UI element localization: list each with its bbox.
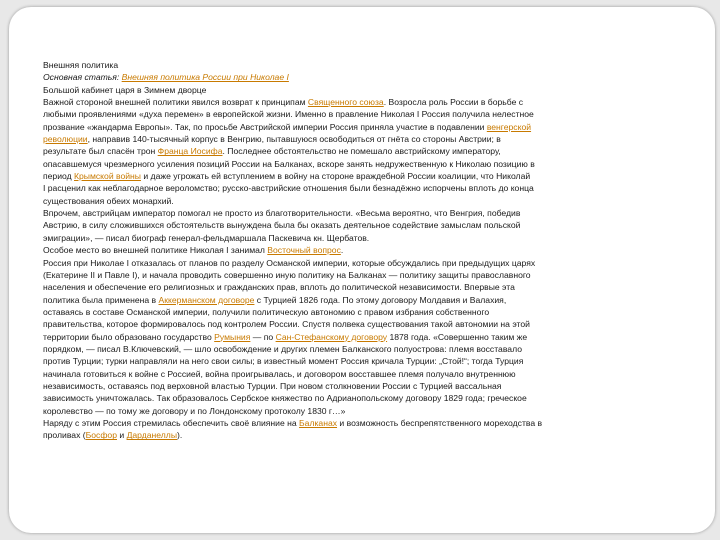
para3-text: Особое место во внешней политике Николая I занимал bbox=[43, 245, 268, 256]
link-eastern-question[interactable]: Восточный вопрос bbox=[267, 245, 341, 256]
para1-text: . Последнее обстоятельство не помешало австрийскому императору, bbox=[222, 146, 501, 157]
para1-text: , направив 140-тысячный корпус в Венгрию, пытавшуюся освободиться от гнёта со стороны Австрии; в bbox=[87, 134, 501, 145]
para1-text: . Возросла роль России в борьбе с bbox=[383, 97, 524, 108]
para4-text: политика была применена в bbox=[43, 294, 159, 305]
para4-line: королевство — по тому же договору и по Лондонскому протоколу 1830 г…» bbox=[43, 405, 346, 416]
article-text bbox=[43, 59, 693, 442]
para1-text: результате был спасён трон bbox=[43, 146, 158, 157]
para4-text: территории было образовано государство bbox=[43, 331, 215, 342]
para4-line: правительства, которое формировалось под контролем России. Спустя полвека существования такой автономии на этой bbox=[43, 319, 530, 330]
para4-line bbox=[43, 294, 693, 306]
para1-text: Важной стороной внешней политики явился возврат к принципам bbox=[43, 97, 308, 108]
para4-line: порядком, — писал В.Ключевский, — шло освобождение и других племен Балканского полуострова: племя восставало bbox=[43, 343, 522, 354]
link-bosphorus[interactable]: Босфор bbox=[85, 430, 117, 441]
para4-line: против Турции; турки направляли на него свои силы; в известный момент Россия кричала Турции: „Стой!“; тогда Турция bbox=[43, 356, 524, 367]
para2-line: эмиграции», — писал биограф генерал-фельдмаршала Паскевича кн. Щербатов. bbox=[43, 232, 370, 243]
link-balkans[interactable]: Балканах bbox=[299, 417, 338, 428]
para1-text: прозвание «жандарма Европы». Так, по просьбе Австрийской империи Россия приняла участие в подавлении bbox=[43, 121, 487, 132]
para1-text: и даже угрожать ей вступлением в войну на стороне враждебной России коалиции, что Николай bbox=[140, 171, 531, 182]
para3-line bbox=[43, 244, 693, 256]
link-franz-joseph[interactable]: Франца Иосифа bbox=[157, 146, 223, 157]
link-crimean-war[interactable]: Крымской войны bbox=[74, 171, 141, 182]
para5-text: Наряду с этим Россия стремилась обеспечить своё влияние на bbox=[43, 417, 300, 428]
para4-line: Россия при Николае I отказалась от планов по разделу Османской империи, которые обсуждались при предыдущих царях bbox=[43, 257, 536, 268]
link-san-stefano-treaty[interactable]: Сан-Стефанскому договору bbox=[275, 331, 388, 342]
para1-line bbox=[43, 121, 693, 133]
para5-line bbox=[43, 429, 693, 441]
para5-text: проливах ( bbox=[43, 430, 86, 441]
para1-line: существования обеих монархий. bbox=[43, 195, 174, 206]
para1-line bbox=[43, 96, 693, 108]
link-holy-alliance[interactable]: Священного союза bbox=[307, 97, 384, 108]
para4-line bbox=[43, 331, 693, 343]
para3-text: . bbox=[340, 245, 344, 256]
para1-line bbox=[43, 145, 693, 157]
para1-line: I расценил как неблагодарное вероломство; русско-австрийские отношения были безнадёжно испорчены вплоть до конца bbox=[43, 183, 534, 194]
slide-card bbox=[9, 7, 715, 533]
para5-text: ). bbox=[177, 430, 183, 441]
para4-text: — по bbox=[250, 331, 276, 342]
para1-line: любыми проявлениями «духа перемен» в европейской жизни. Именно в правление Николая I Россия получила нелестное bbox=[43, 109, 534, 120]
para4-line: начинала готовиться к войне с Россией, война проигрывалась, и договором восставшее племя получало внутреннюю bbox=[43, 368, 516, 379]
main-article-link[interactable]: Внешняя политика России при Николае I bbox=[121, 72, 289, 83]
link-dardanelles[interactable]: Дарданеллы bbox=[126, 430, 177, 441]
link-hungarian-revolution[interactable]: революции bbox=[43, 134, 88, 145]
para5-line bbox=[43, 417, 693, 429]
para1-line bbox=[43, 133, 693, 145]
image-caption: Большой кабинет царя в Зимнем дворце bbox=[43, 84, 207, 95]
link-hungarian-revolution[interactable]: венгерской bbox=[486, 121, 532, 132]
para1-line: опасавшемуся чрезмерного усиления позиций России на Балканах, вскоре занять недружественную к Николаю позицию в bbox=[43, 158, 535, 169]
section-title: Внешняя политика bbox=[43, 60, 119, 70]
para1-text: период bbox=[43, 171, 75, 182]
para4-line: (Екатерине II и Павле I), и начала проводить совершенно иную политику на Балканах — политику защиты православного bbox=[43, 269, 531, 280]
para2-line: Австрию, в силу сложившихся обстоятельств вынуждена была бы оказать деятельное содействие замыслам польской bbox=[43, 220, 521, 231]
para4-line: независимость, оставаясь под верховной властью Турции. При новом столкновении России с Турцией вассальная bbox=[43, 380, 502, 391]
para5-text: и bbox=[117, 430, 127, 441]
para4-text: 1878 года. «Совершенно таким же bbox=[387, 331, 528, 342]
para4-line: населения и обеспечение его религиозных и гражданских прав, вплоть до политической независимости. Впервые эта bbox=[43, 282, 515, 293]
para5-text: и возможность беспрепятственного мореходства в bbox=[337, 417, 543, 428]
para4-line: оставаясь в составе Османской империи, получили политическую автономию с правом избрания собственного bbox=[43, 306, 490, 317]
para4-text: с Турцией 1826 года. По этому договору Молдавия и Валахия, bbox=[254, 294, 507, 305]
para1-line bbox=[43, 170, 693, 182]
link-akkerman-treaty[interactable]: Аккерманском договоре bbox=[158, 294, 255, 305]
link-romania[interactable]: Румыния bbox=[214, 331, 251, 342]
main-article-prefix: Основная статья: bbox=[43, 72, 122, 83]
para2-line: Впрочем, австрийцам император помогал не просто из благотворительности. «Весьма вероятно, что Венгрия, победив bbox=[43, 208, 521, 219]
main-article-note bbox=[43, 71, 693, 83]
para4-line: зависимость уничтожалась. Так образовалось Сербское княжество по Адрианопольскому договору 1829 года; греческое bbox=[43, 393, 527, 404]
